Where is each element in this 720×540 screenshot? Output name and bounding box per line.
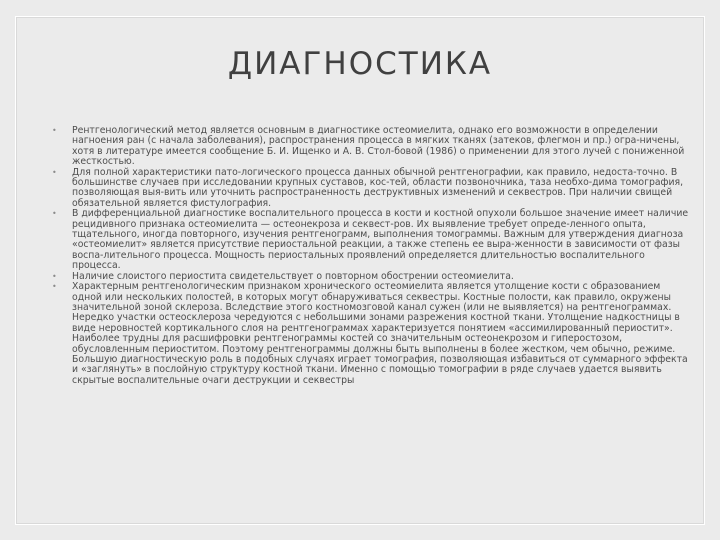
bullet-item xyxy=(52,126,692,168)
bullet-icon: • xyxy=(52,209,57,219)
bullet-icon: • xyxy=(52,271,57,281)
bullet-list xyxy=(52,126,692,386)
bullet-text: Рентгенологический метод является основным в диагностике остеомиелита, однако его возможности в определении нагноения ран (с начала заболевания), распространения процесса в мягких тканях (затеков, флегмон и пр.) огра-ничены, хотя в литературе имеется сообщение Б. И. Ищенко и А. В. Стол-бовой (1986) о применении для этого лучей с пониженной жесткостью. xyxy=(72,125,685,168)
bullet-item xyxy=(52,209,692,271)
bullet-item xyxy=(52,168,692,210)
bullet-text: Наличие слоистого периостита свидетельствует о повторном обострении остеомиелита. xyxy=(72,270,514,282)
bullet-icon: • xyxy=(52,167,57,177)
bullet-text: В дифференциальной диагностике воспалительного процесса в кости и костной опухоли большое значение имеет наличие рецидивного признака остеомиелита — остеонекроза и секвест-ров. Их выявление требует опреде-ленного опыта, тщательного, иногда повторного, изучения рентгенограмм, выполнения томограммы. Важным для утверждения диагноза «остеомиелит» является присутствие периостальной реакции, а также степень ее выра-женности в зависимости от фазы воспа-лительного процесса. Мощность периостальных проявлений определяется длительностью воспалительного процесса. xyxy=(72,208,689,272)
bullet-text: Для полной характеристики пато-логического процесса данных обычной рентгенографии, как правило, недоста-точно. В большинстве случаев при исследовании крупных суставов, кос-тей, области позвоночника, таза необхо-дима томография, позволяющая выя-вить или уточнить распространенность деструктивных изменений и секвестров. При наличии свищей обязательной является фистулография. xyxy=(72,166,684,209)
bullet-icon: • xyxy=(52,282,57,292)
bullet-item xyxy=(52,282,692,386)
slide-title: ДИАГНОСТИКА xyxy=(227,46,493,82)
bullet-icon: • xyxy=(52,126,57,135)
bullet-text: Характерным рентгенологическим признаком хронического остеомиелита является утолщение кости с образованием одной или нескольких полостей, в которых могут обнаруживаться секвестры. Костные полости, как правило, окружены значительной зоной склероза. Вследствие этого костномозговой канал сужен (или не выявляется) на рентгенограммах. Нередко участки остеосклероза чередуются с небольшими зонами разрежения костной ткани. Утолщение надкостницы в виде неровностей кортикального слоя на рентгенограммах характеризуется понятием «ассимилированный периостит». Наиболее трудны для расшифровки рентгенограммы костей со значительным остеонекрозом и гиперостозом, обусловленным периоститом. Поэтому рентгенограммы должны быть выполнены в более жестком, чем обычно, режиме. Большую диагностическую роль в подобных случаях играет томография, позволяющая избавиться от суммарного эффекта и «заглянуть» в послойную структуру костной ткани. Именно с помощью томографии в ряде случаев удается выявить скрытые воспалительные очаги деструкции и секвестры xyxy=(72,281,688,386)
